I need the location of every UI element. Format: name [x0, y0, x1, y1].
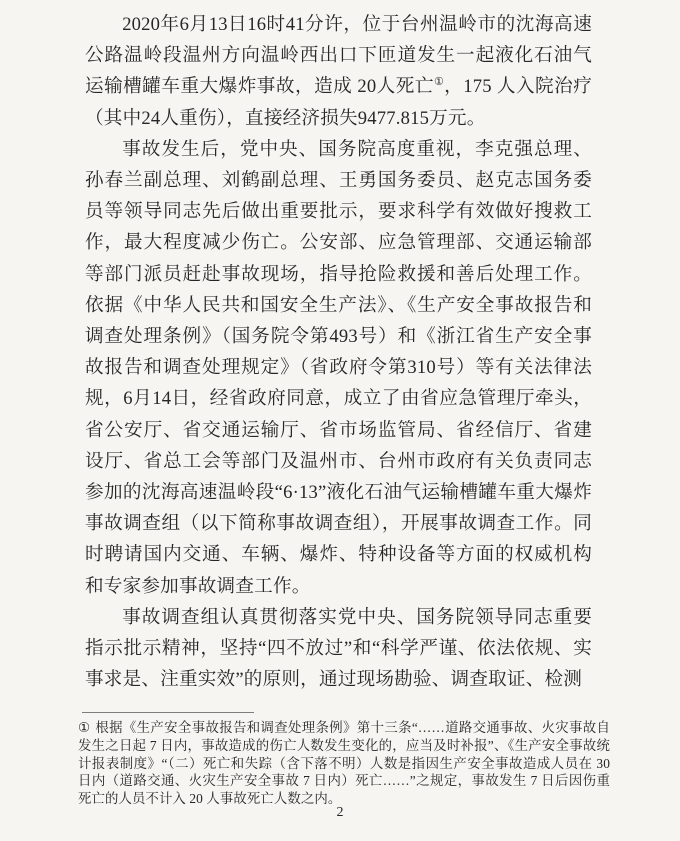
footnote-marker: ① — [78, 720, 91, 735]
text-segment: 2020年6月13日16时41分许，位于台州温岭市的沈海高速公路温岭段温州方向温岭西出口下匝道发生一起液化石油气运输槽罐车重大爆炸事故，造成 20人死亡 — [85, 14, 592, 98]
paragraph-accident-summary — [85, 9, 592, 134]
document-body — [85, 9, 592, 695]
footnote-reference-mark: ① — [433, 76, 445, 89]
text-segment: 事故发生后，党中央、国务院高度重视，李克强总理、孙春兰副总理、刘鹤副总理、王勇国务委员、赵克志国务委员等领导同志先后做出重要批示，要求科学有效做好搜救工作，最大程度减少伤亡。公安部、应急管理部、交通运输部等部门派员赶赴事故现场，指导抢险救援和善后处理工作。依据《中华人民共和国安全生产法》、《生产安全事故报告和调查处理条例》（国务院令第493号）和《浙江省生产安全事故报告和调查处理规定》（省政府令第310号）等有关法律法规，6月14日，经省政府同意，成立了由省应急管理厅牵头，省公安厅、省交通运输厅、省市场监管局、省经信厅、省建设厅、省总工会等部门及温州市、台州市政府有关负责同志参加的沈海高速温岭段“6·13”液化石油气运输槽罐车重大爆炸事故调查组（以下简称事故调查组），开展事故调查工作。同时聘请国内交通、车辆、爆炸、特种设备等方面的权威机构和专家参加事故调查工作。 — [85, 138, 592, 597]
page-number: 2 — [336, 805, 344, 820]
text-segment: ，175 人入院治疗（其中24人重伤），直接经济损失9477.815万元。 — [85, 76, 593, 129]
text-segment: 事故调查组认真贯彻落实党中央、国务院领导同志重要指示批示精神，坚持“四不放过”和“科学严谨、依法依规、实事求是、注重实效”的原则，通过现场勘验、调查取证、检测 — [85, 606, 592, 691]
paragraph-investigation-principles — [85, 602, 592, 696]
footnote-divider — [82, 712, 254, 713]
footnote-section — [78, 712, 610, 808]
paragraph-government-response — [85, 134, 592, 602]
footnote-body: 根据《生产安全事故报告和调查处理条例》第十三条“……道路交通事故、火灾事故自发生之日起 7 日内，事故造成的伤亡人数发生变化的，应当及时补报”、《生产安全事故统计报表制度》“（二）死亡和失踪（含下落不明）人数是指因生产安全事故造成人员在 30 日内（道路交通、火灾生产安全事故 7 日内）死亡……”之规定，事故发生 7 日后因伤重死亡的人员不计入 20 人事故死亡人数之内。 — [78, 720, 610, 807]
footnote-text — [78, 719, 610, 808]
